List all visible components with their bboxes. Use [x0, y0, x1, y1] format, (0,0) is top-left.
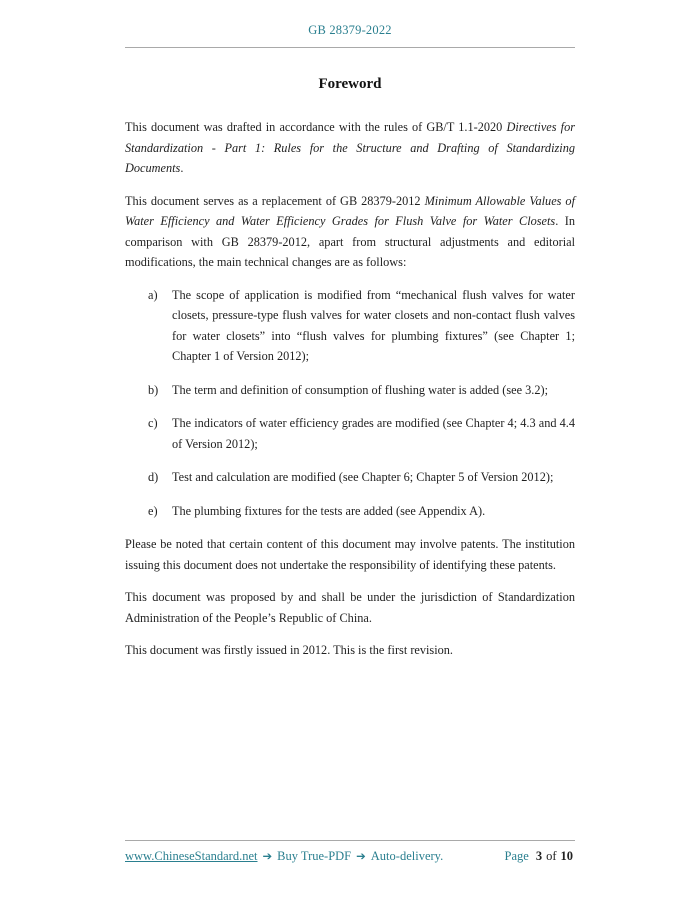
- page-header: [125, 0, 575, 48]
- paragraph-replacement: [125, 191, 575, 273]
- paragraph-jurisdiction: This document was proposed by and shall be under the jurisdiction of Standardization Administration of the People’s Republic of China.: [125, 590, 575, 625]
- arrow-right-icon: ➔: [262, 849, 273, 863]
- paragraph-replacement-end: . In comparison with GB 28379-2012, apart from structural adjustments and editorial modifications, the main technical changes are as follows:: [125, 214, 575, 269]
- paragraph-drafting: [125, 117, 575, 179]
- list-item-text: The indicators of water efficiency grades are modified (see Chapter 4; 4.3 and 4.4 of Version 2012);: [172, 416, 575, 451]
- list-item-e: [125, 501, 575, 522]
- paragraph-replacement-italic-title: Minimum Allowable Values of Water Efficiency and Water Efficiency Grades for Flush Valve for Water Closets: [125, 193, 575, 228]
- list-item-label: d): [148, 470, 159, 484]
- list-item-text: The scope of application is modified from “mechanical flush valves for water closets, pressure-type flush valves for water closets and non-contact flush valves for water closets” into “flush valves for plumbing fixtures” (see Chapter 1; Chapter 1 of Version 2012);: [172, 287, 575, 363]
- footer-link[interactable]: www.ChineseStandard.net: [125, 849, 258, 863]
- footer-promo: [125, 849, 443, 864]
- page-current: 3: [535, 849, 543, 863]
- list-item-b: [125, 380, 575, 401]
- footer-divider: [125, 840, 575, 841]
- page-of: of: [546, 849, 557, 863]
- changes-list: [125, 285, 575, 522]
- document-content: [125, 48, 575, 673]
- paragraph-revision: This document was firstly issued in 2012. This is the first revision.: [125, 643, 454, 657]
- list-item-text: The term and definition of consumption of flushing water is added (see 3.2);: [172, 382, 548, 397]
- list-item-label: c): [148, 416, 158, 430]
- page-total: 10: [560, 849, 573, 863]
- page-indicator: [505, 849, 575, 864]
- page-footer: [125, 849, 575, 864]
- list-item-a: [125, 285, 575, 367]
- list-item-label: e): [148, 503, 158, 518]
- paragraph-drafting-end: .: [180, 161, 184, 175]
- list-item-label: b): [148, 382, 159, 397]
- paragraph-patents: Please be noted that certain content of this document may involve patents. The institution issuing this document does not undertake the responsibility of identifying these patents.: [125, 537, 575, 572]
- page-title: Foreword: [318, 76, 382, 92]
- paragraph-drafting-text: This document was drafted in accordance with the rules of GB/T 1.1-2020: [125, 120, 507, 134]
- list-item-text: Test and calculation are modified (see Chapter 6; Chapter 5 of Version 2012);: [172, 470, 554, 484]
- footer-delivery-text: Auto-delivery.: [370, 849, 444, 863]
- list-item-label: a): [148, 287, 158, 302]
- footer-buy-text: Buy True-PDF: [277, 849, 352, 863]
- list-item-c: [125, 413, 575, 454]
- list-item-text: The plumbing fixtures for the tests are added (see Appendix A).: [172, 503, 486, 518]
- paragraph-replacement-text: This document serves as a replacement of GB 28379-2012: [125, 193, 425, 208]
- page-label: Page: [504, 849, 529, 863]
- list-item-d: [125, 467, 575, 488]
- paragraph-drafting-italic-title: Directives for Standardization - Part 1: Rules for the Structure and Drafting of Standardizing Documents: [125, 120, 575, 175]
- arrow-right-icon: ➔: [356, 849, 366, 863]
- doc-number: GB 28379-2022: [308, 23, 392, 37]
